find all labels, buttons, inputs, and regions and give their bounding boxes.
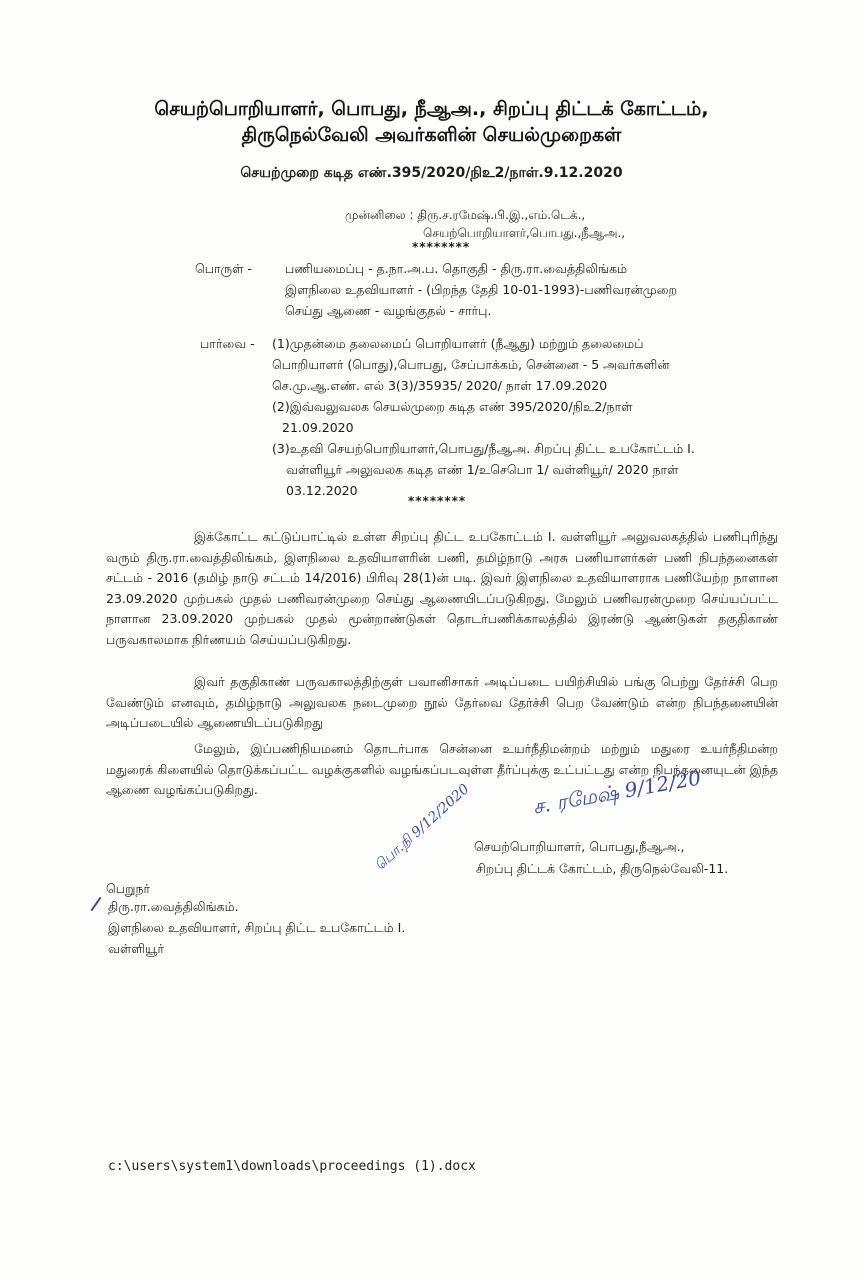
reference-1-line-3: செ.மு.ஆ.எண். எல் 3(3)/35935/ 2020/ நாள் 17.09.2020	[272, 378, 608, 393]
recipient-label: பெறுநர்	[106, 881, 151, 896]
handwritten-signature: ச. ரமேஷ் 9/12/20	[530, 765, 703, 819]
reference-separator: ********	[408, 494, 467, 508]
body-paragraph-3: மேலும், இப்பணிநியமனம் தொடர்பாக சென்னை உயர்நீதிமன்றம் மற்றும் மதுரை உயர்நீதிமன்ற மதுரைக் கிளையில் தொடுக்கப்பட்ட வழக்குகளில் வழங்கப்படவுள்ள தீர்ப்புக்கு உட்பட்டது என்ற நிபந்தனையுடன் இந்த ஆணை வழங்கப்படுகிறது.	[106, 741, 778, 797]
recipient-name: திரு.ரா.வைத்திலிங்கம்.	[108, 899, 239, 914]
reference-label: பார்வை -	[200, 336, 255, 351]
subject-label: பொருள் -	[195, 261, 252, 276]
subject-line-1: பணியமைப்பு - த.நா.அ.ப. தொகுதி - திரு.ரா.வைத்திலிங்கம்	[285, 261, 628, 276]
presence-line-2: செயற்பொறியாளர்,பொபது.,நீஆஅ.,	[423, 226, 626, 240]
document-file-path: c:\users\system1\downloads\proceedings (1).docx	[108, 1159, 476, 1174]
reference-1-line-1: (1)முதன்மை தலைமைப் பொறியாளர் (நீஆது) மற்றும் தலைமைப்	[272, 336, 644, 351]
signatory-office: சிறப்பு திட்டக் கோட்டம், திருநெல்வேலி-11.	[476, 861, 729, 876]
subject-line-3: செய்து ஆணை - வழங்குதல் - சார்பு.	[285, 303, 492, 318]
presence-line-1: முன்னிலை : திரு.ச.ரமேஷ்.பி.இ.,எம்.டெக்.,	[345, 208, 586, 222]
reference-3-line-3: 03.12.2020	[286, 483, 358, 498]
recipient-place: வள்ளியூர்	[108, 941, 164, 956]
reference-2-line-2: 21.09.2020	[282, 420, 354, 435]
proceedings-reference: செயற்முறை கடித எண்.395/2020/நிஉ2/நாள்.9.12.2020	[240, 165, 623, 181]
reference-1-line-2: பொறியாளர் (பொது),பொபது, சேப்பாக்கம், சென்னை - 5 அவர்களின்	[272, 357, 670, 372]
initials-signature: பொ.நி 9/12/2020	[372, 781, 473, 874]
presence-separator: ********	[412, 240, 471, 254]
reference-block	[272, 333, 762, 501]
reference-2-line-1: (2)இவ்வலுவலக செயல்முறை கடித எண் 395/2020/நிஉ2/நாள்	[272, 399, 633, 414]
office-title: செயற்பொறியாளர், பொபது, நீஆஅ., சிறப்பு திட்டக் கோட்டம்,	[154, 98, 709, 120]
reference-3-line-1: (3)உதவி செயற்பொறியாளர்,பொபது/நீஆஅ. சிறப்பு திட்ட உபகோட்டம் I.	[272, 441, 695, 456]
body-paragraph-2: இவர் தகுதிகாண் பருவகாலத்திற்குள் பவானிசாகர் அடிப்படை பயிற்சியில் பங்கு பெற்று தேர்ச்சி பெற வேண்டும் எனவும், தமிழ்நாடு அலுவலக நடைமுறை நூல் தேர்வை தேர்ச்சி பெற வேண்டும் என்ற நிபந்தனையின் அடிப்படையில் ஆணையிடப்படுகிறது	[106, 674, 778, 730]
subject-line-2: இளநிலை உதவியாளர் - (பிறந்த தேதி 10-01-1993)-பணிவரன்முறை	[285, 282, 678, 297]
tick-mark	[91, 897, 102, 911]
subject-block	[285, 258, 755, 321]
signatory-designation: செயற்பொறியாளர், பொபது,நீஆஅ.,	[474, 839, 685, 854]
recipient-designation: இளநிலை உதவியாளர், சிறப்பு திட்ட உபகோட்டம் I.	[108, 920, 406, 935]
body-paragraph-1: இக்கோட்ட கட்டுப்பாட்டில் உள்ள சிறப்பு திட்ட உபகோட்டம் I. வள்ளியூர் அலுவலகத்தில் பணிபுரிந்து வரும் திரு.ரா.வைத்திலிங்கம், இளநிலை உதவியாளரின் பணி, தமிழ்நாடு அரசு பணியாளர்கள் பணி நிபந்தனைகள் சட்டம் - 2016 (தமிழ் நாடு சட்டம் 14/2016) பிரிவு 28(1)ன் படி. இவர் இளநிலை உதவியாளராக பணியேற்ற நாளான 23.09.2020 முற்பகல் முதல் பணிவரன்முறை செய்து ஆணையிடப்படுகிறது. மேலும் பணிவரன்முறை செய்யப்பட்ட நாளான 23.09.2020 முற்பகல் முதல் மூன்றாண்டுகள் தொடர்பணிக்காலத்தில் இரண்டு ஆண்டுகள் தகுதிகாண் பருவகாலமாக நிர்ணயம் செய்யப்படுகிறது.	[106, 529, 778, 647]
reference-3-line-2: வள்ளியூர் அலுவலக கடித எண் 1/உசெபொ 1/ வள்ளியூர்/ 2020 நாள்	[286, 462, 679, 477]
office-subtitle: திருநெல்வேலி அவர்களின் செயல்முறைகள்	[241, 124, 622, 146]
